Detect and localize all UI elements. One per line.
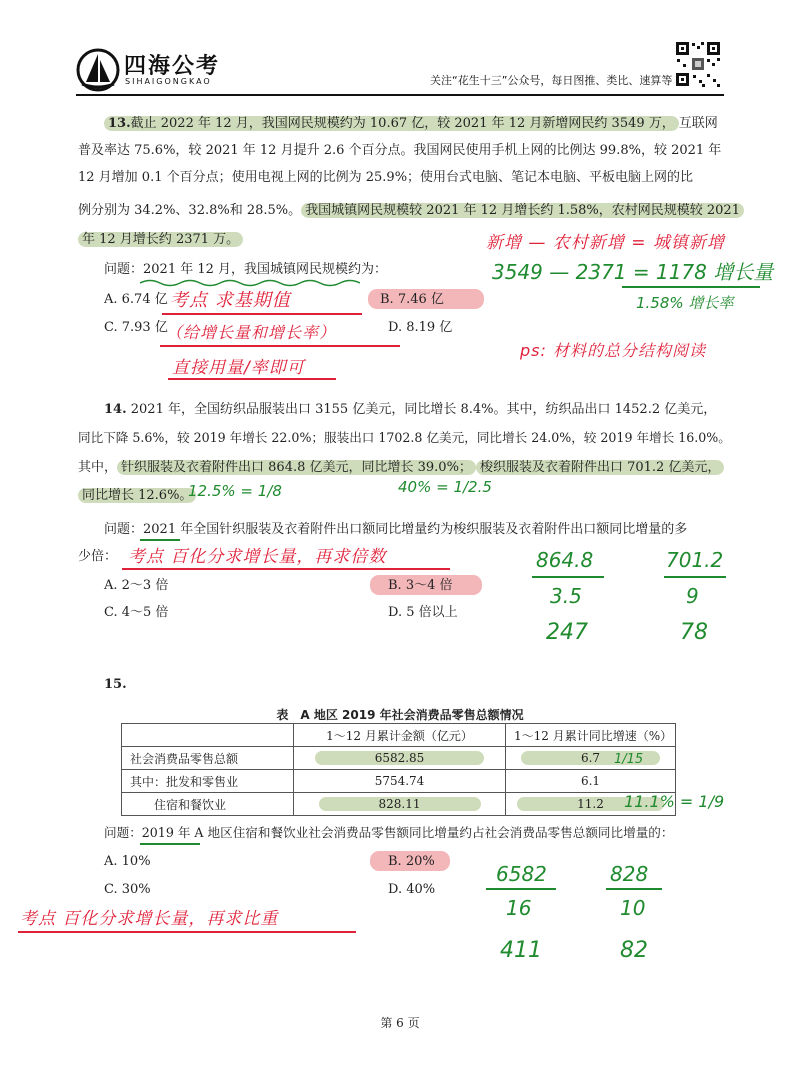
table-cell-highlight: 6.7 — [521, 751, 660, 765]
q15-note-frac15: 1/15 — [614, 752, 644, 767]
q15-calc1-result: 411 — [500, 938, 542, 963]
q14-line3 — [78, 454, 724, 481]
q15-calc2-numerator: 828 — [610, 862, 649, 886]
q15-table-wrap — [121, 723, 676, 816]
sailboat-logo-icon — [76, 48, 120, 92]
brand-logo — [76, 48, 120, 92]
q14-line2: 同比下降 5.6%，较 2019 年增长 22.0%；服装出口 1702.8 亿美元，同比增长 24.0%，较 2019 年增长 16.0%。 — [78, 430, 731, 445]
table-cell: 社会消费品零售总额 — [122, 747, 294, 770]
q13-option-c[interactable]: C. 7.93 亿 — [104, 320, 168, 335]
q14-calc2-bar — [664, 576, 726, 578]
q14-option-d[interactable]: D. 5 倍以上 — [388, 605, 458, 620]
q14-calc1-result: 247 — [546, 620, 588, 645]
q15-question: 问题：2019 年 A 地区住宿和餐饮业社会消费品零售额同比增量约占社会消费品零售总额同比增量的： — [104, 825, 674, 840]
q13-note-rate: 1.58% 增长率 — [636, 294, 734, 312]
q15-option-d[interactable]: D. 40% — [388, 882, 436, 897]
qr-code — [674, 40, 722, 88]
q13-note-kaodian-underline — [162, 313, 362, 315]
q15-option-b[interactable]: B. 20% — [388, 854, 435, 869]
q13-note-formula: 新增 — 农村新增 = 城镇新增 — [486, 233, 725, 253]
q14-line3-start: 其中， — [78, 460, 118, 475]
table-cell: 6.1 — [506, 770, 676, 793]
q14-line1 — [104, 396, 716, 423]
q13-note-ps: ps: 材料的总分结构阅读 — [520, 341, 706, 360]
q14-question-underline — [140, 539, 180, 541]
q14-number: 14. — [104, 402, 127, 417]
q15-note-kaodian: 考点 百化分求增长量，再求比重 — [20, 909, 279, 929]
brand-name: 四海公考 — [124, 54, 221, 79]
q13-option-b[interactable]: B. 7.46 亿 — [380, 292, 444, 307]
table-cell — [294, 747, 506, 770]
q15-calc1-bar — [486, 888, 556, 890]
q15-calc2-denominator: 10 — [620, 896, 646, 920]
q15-note-frac111: 11.1% = 1/9 — [624, 792, 725, 811]
q15-note-kaodian-underline — [18, 931, 356, 933]
q14-question-line2: 少倍： — [78, 549, 118, 564]
q13-line3: 12 月增加 0.1 个百分点；使用电视上网的比例为 25.9%；使用台式电脑、笔记本电脑、平板电脑上网的比 — [78, 170, 694, 185]
q14-line4 — [78, 482, 196, 509]
table-header-cell — [122, 724, 294, 747]
table-cell: 其中：批发和零售业 — [122, 770, 294, 793]
brand-name-en: SIHAIGONGKAO — [125, 77, 212, 86]
q13-note-calc: 3549 — 2371 = 1178 增长量 — [492, 260, 774, 284]
q13-line5 — [78, 226, 243, 253]
q14-line3-highlight1: 针织服装及衣着附件出口 864.8 亿美元，同比增长 39.0%； — [117, 460, 476, 475]
table-header-cell: 1～12 月累计金额（亿元） — [294, 724, 506, 747]
q13-note-direct-underline — [168, 378, 336, 380]
q15-calc2-bar — [606, 888, 662, 890]
page-number: 第 6 页 — [380, 1016, 420, 1030]
q15-table-title: 表 A 地区 2019 年社会消费品零售总额情况 — [276, 708, 524, 722]
q14-line4-highlight: 同比增长 12.6%。 — [78, 488, 196, 503]
q13-line5-highlight: 年 12 月增长约 2371 万。 — [78, 232, 243, 247]
q14-note-frac125: 12.5% = 1/8 — [188, 482, 282, 500]
q13-option-d[interactable]: D. 8.19 亿 — [388, 320, 453, 335]
q14-line3-highlight2: 梭织服装及衣着附件出口 701.2 亿美元， — [476, 460, 724, 475]
q13-line1-highlight: 截止 2022 年 12 月，我国网民规模约为 10.67 亿，较 2021 年 12 月新增网民约 3549 万， — [130, 116, 675, 131]
q14-note-kaodian-underline — [122, 568, 450, 570]
q13-line2: 普及率达 75.6%，较 2021 年 12 月提升 2.6 个百分点。我国网民使用手机上网的比例达 99.8%，较 2021 年 — [78, 143, 722, 158]
q14-calc2-result: 78 — [680, 620, 708, 645]
header-divider — [76, 94, 724, 96]
q14-calc1-bar — [532, 576, 604, 578]
q14-calc2-denominator: 9 — [686, 584, 699, 608]
q15-calc1-denominator: 16 — [506, 896, 532, 920]
table-header-row — [122, 724, 676, 747]
q14-option-b[interactable]: B. 3～4 倍 — [388, 578, 453, 593]
q13-note-bracket: （给增长量和增长率） — [166, 323, 337, 342]
q15-option-a[interactable]: A. 10% — [104, 854, 151, 869]
q15-number: 15. — [104, 677, 127, 692]
table-row — [122, 747, 676, 770]
table-cell-highlight: 828.11 — [319, 797, 481, 811]
q14-note-frac40: 40% = 1/2.5 — [398, 478, 492, 496]
q13-number: 13. — [108, 116, 131, 131]
table-cell: 住宿和餐饮业 — [122, 793, 294, 816]
q15-calc2-result: 82 — [620, 938, 648, 963]
q14-option-c[interactable]: C. 4～5 倍 — [104, 605, 169, 620]
header-tagline: 关注“花生十三”公众号，每日图推、类比、速算等 — [430, 74, 673, 87]
table-cell — [506, 747, 676, 770]
q13-note-direct: 直接用量/率即可 — [172, 358, 305, 378]
q14-question-line1: 问题：2021 年全国针织服装及衣着附件出口额同比增量约为梭织服装及衣着附件出口额同比增量的多 — [104, 522, 688, 537]
q13-line1 — [104, 110, 718, 137]
q15-option-c[interactable]: C. 30% — [104, 882, 151, 897]
table-cell-highlight: 6582.85 — [315, 751, 485, 765]
table-cell-highlight: 11.2 — [517, 797, 664, 811]
q14-note-kaodian: 考点 百化分求增长量，再求倍数 — [128, 547, 387, 567]
q13-option-a[interactable]: A. 6.74 亿 — [104, 292, 168, 307]
table-cell — [294, 793, 506, 816]
table-row — [122, 793, 676, 816]
q14-calc1-numerator: 864.8 — [536, 548, 594, 572]
q13-line4-highlight: 我国城镇网民规模较 2021 年 12 月增长约 1.58%，农村网民规模较 2021 — [301, 203, 744, 218]
q14-calc1-denominator: 3.5 — [550, 584, 582, 608]
qr-code-icon — [674, 40, 722, 88]
q13-note-calc-underline — [622, 286, 760, 288]
q15-table — [121, 723, 676, 816]
q15-question-underline — [140, 843, 200, 845]
table-row — [122, 770, 676, 793]
q14-option-a[interactable]: A. 2～3 倍 — [104, 578, 169, 593]
table-cell: 5754.74 — [294, 770, 506, 793]
q13-note-bracket-underline — [160, 345, 400, 347]
q13-note-kaodian: 考点 求基期值 — [170, 290, 291, 311]
q14-calc2-numerator: 701.2 — [666, 548, 724, 572]
table-header-cell: 1～12 月累计同比增速（%） — [506, 724, 676, 747]
q14-line1-text: 2021 年，全国纺织品服装出口 3155 亿美元，同比增长 8.4%。其中，纺织品出口 1452.2 亿美元， — [130, 402, 717, 417]
q13-question: 问题：2021 年 12 月，我国城镇网民规模约为： — [104, 262, 388, 277]
q13-line4-start: 例分别为 34.2%、32.8%和 28.5%。 — [78, 203, 302, 218]
q13-line4 — [78, 197, 744, 224]
q15-calc1-numerator: 6582 — [496, 862, 547, 886]
q13-line1-end: 互联网 — [678, 116, 718, 131]
